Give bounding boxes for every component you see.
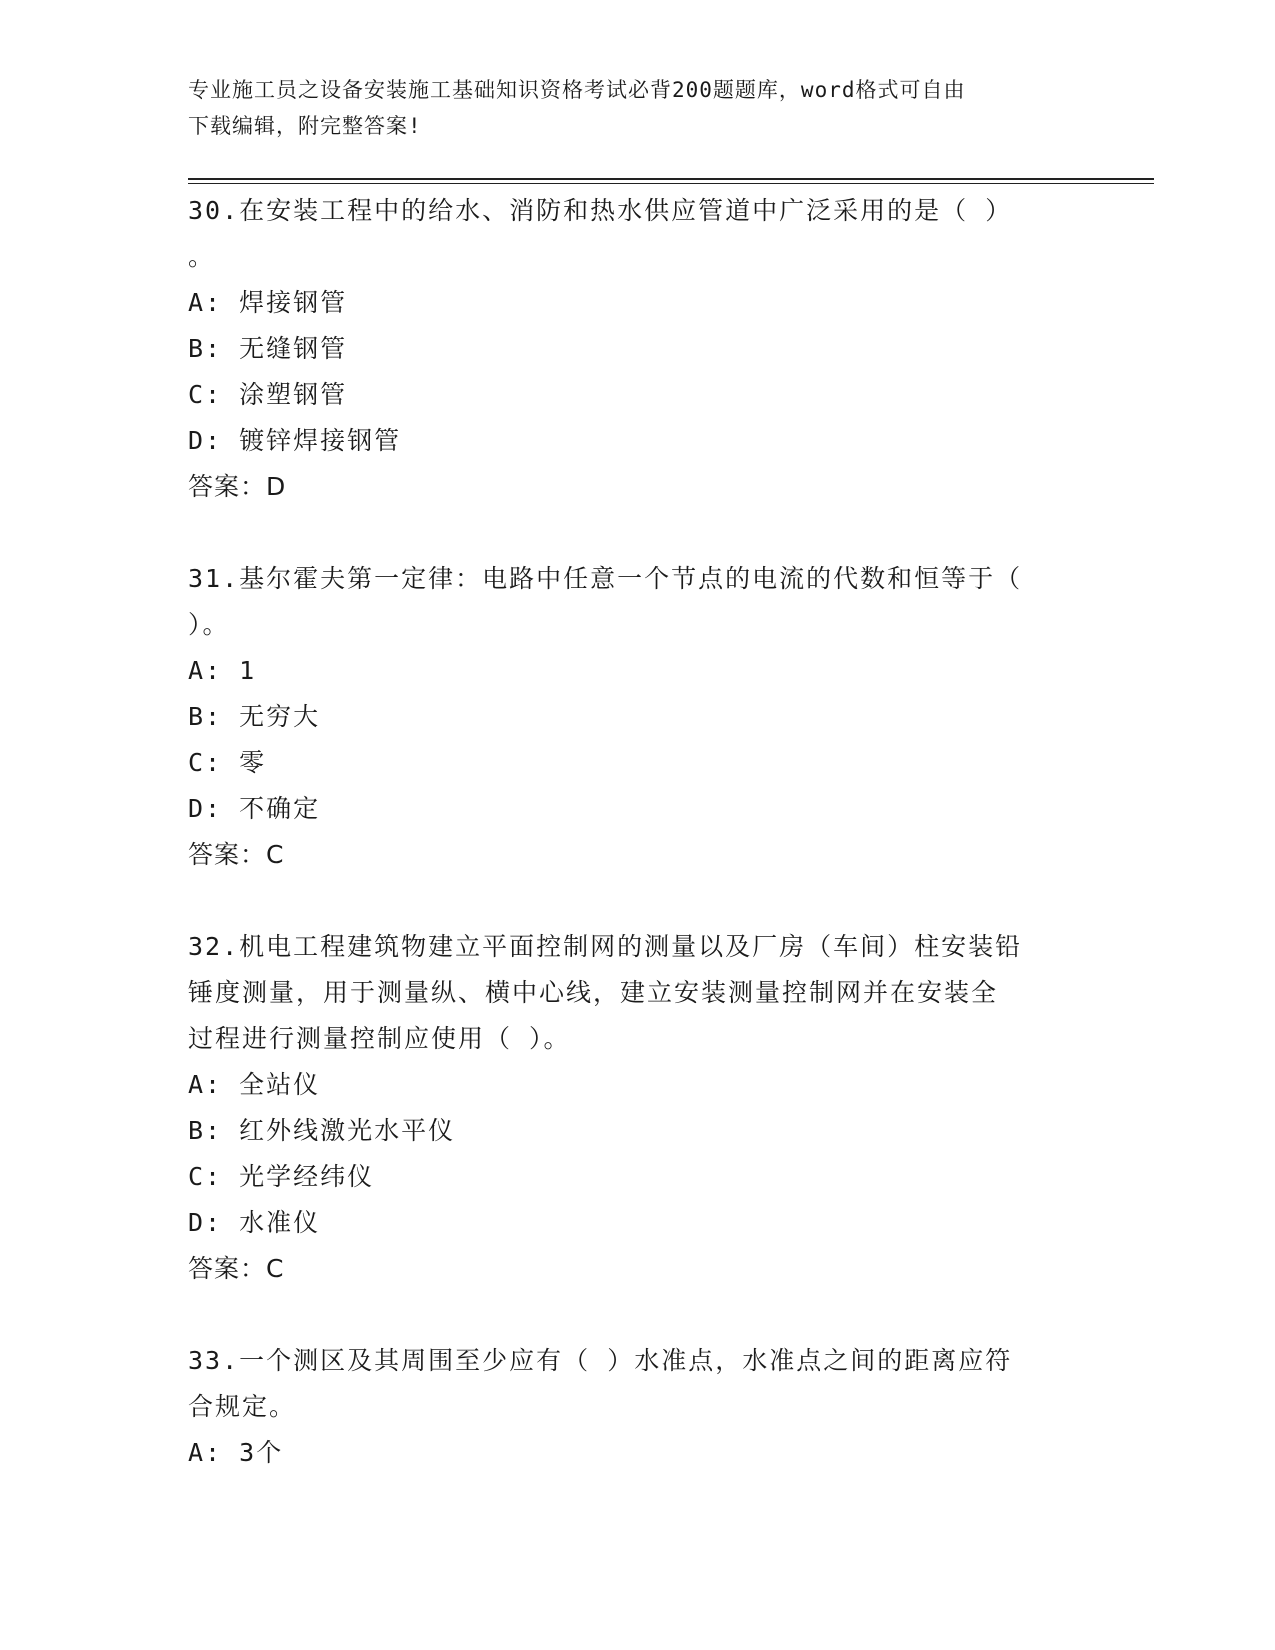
question-33 [188,1338,1088,1476]
answer-line: 答案：C [188,840,285,869]
header-divider-bottom [188,183,1154,184]
header-line-1: 专业施工员之设备安装施工基础知识资格考试必背200题题库，word格式可自由 [188,78,966,102]
question-31 [188,556,1088,878]
question-stem-line: 32.机电工程建筑物建立平面控制网的测量以及厂房（车间）柱安装铅 [188,932,1023,961]
option-a: A: 1 [188,656,257,685]
option-c: C: 涂塑钢管 [188,380,348,409]
option-b: B: 红外线激光水平仪 [188,1116,456,1145]
answer-line: 答案：D [188,472,287,501]
header-line-2: 下载编辑，附完整答案! [188,114,422,138]
question-stem-line: 30.在安装工程中的给水、消防和热水供应管道中广泛采用的是（ ） [188,196,1013,225]
question-list [188,188,1088,1522]
option-c: C: 光学经纬仪 [188,1162,375,1191]
question-stem-line: 。 [188,242,216,271]
question-30 [188,188,1088,510]
question-32 [188,924,1088,1292]
option-a: A: 全站仪 [188,1070,321,1099]
option-d: D: 水准仪 [188,1208,321,1237]
question-stem-line: ）。 [188,610,230,639]
option-a: A: 焊接钢管 [188,288,348,317]
option-d: D: 不确定 [188,794,321,823]
question-stem-line: 合规定。 [188,1392,297,1421]
question-stem-line: 锤度测量，用于测量纵、横中心线，建立安装测量控制网并在安装全 [188,978,999,1007]
option-b: B: 无穷大 [188,702,321,731]
header-divider-top [188,178,1154,180]
option-d: D: 镀锌焊接钢管 [188,426,402,455]
option-a: A: 3个 [188,1438,284,1467]
answer-line: 答案：C [188,1254,285,1283]
option-c: C: 零 [188,748,267,777]
question-stem-line: 31.基尔霍夫第一定律：电路中任意一个节点的电流的代数和恒等于（ [188,564,1023,593]
question-stem-line: 过程进行测量控制应使用（ ）。 [188,1024,571,1053]
document-header [188,72,1068,144]
option-b: B: 无缝钢管 [188,334,348,363]
question-stem-line: 33.一个测区及其周围至少应有（ ）水准点，水准点之间的距离应符 [188,1346,1013,1375]
